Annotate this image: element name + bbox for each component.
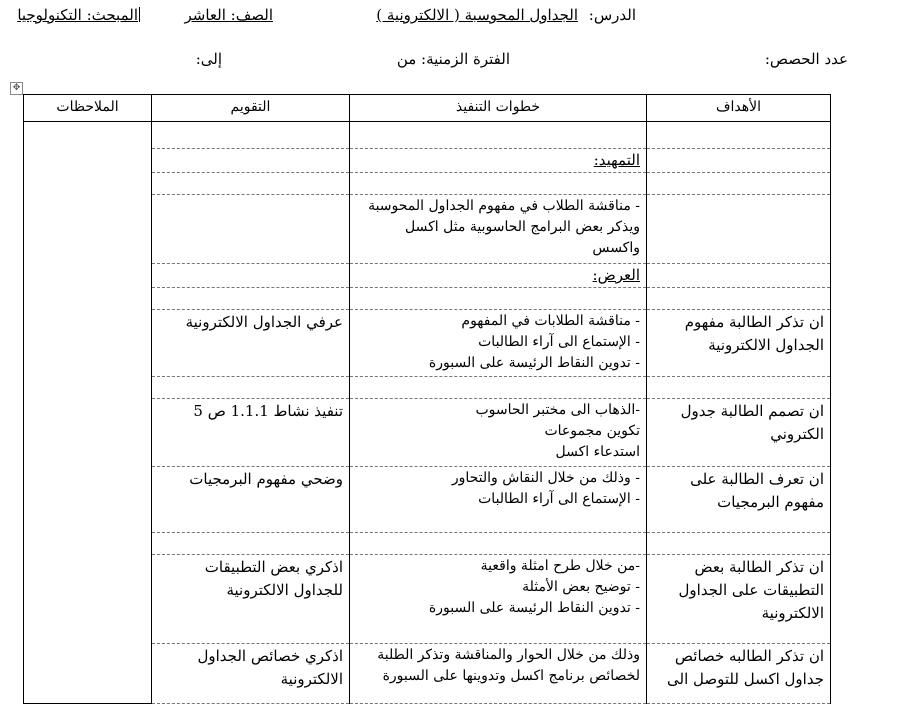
step-line: - مناقشة الطلاب في مفهوم الجداول المحوسبة: [368, 198, 640, 214]
goal-line: ان تصمم الطالبة جدول: [680, 402, 824, 420]
intro-heading: التمهيد:: [593, 151, 640, 169]
step-line: -الذهاب الى مختبر الحاسوب: [475, 402, 640, 418]
steps-cell[interactable]: [350, 264, 647, 288]
evaluation-line: وضحي مفهوم البرمجيات: [189, 470, 343, 488]
goals-cell[interactable]: [647, 149, 831, 173]
step-line: استدعاء اكسل: [555, 444, 640, 460]
lesson-plan-table: [23, 94, 831, 704]
goal-line: جداول اكسل للتوصل الى: [667, 670, 824, 688]
step-line: - تدوين النقاط الرئيسة على السبورة: [428, 600, 640, 616]
goals-cell[interactable]: [647, 173, 831, 195]
step-line: - مناقشة الطلابات في المفهوم: [461, 313, 640, 329]
evaluation-line: اذكري بعض التطبيقات: [204, 558, 343, 576]
evaluation-line: تنفيذ نشاط 1.1.1 ص 5: [193, 402, 343, 420]
evaluation-cell[interactable]: [152, 399, 350, 467]
table-row: [24, 122, 831, 149]
table-header-row: [24, 95, 831, 122]
steps-cell[interactable]: [350, 467, 647, 533]
steps-cell[interactable]: [350, 555, 647, 644]
evaluation-cell[interactable]: [152, 644, 350, 704]
step-line: - تدوين النقاط الرئيسة على السبورة: [428, 355, 640, 371]
goal-line: ان تذكر الطالبة بعض: [694, 558, 824, 576]
evaluation-cell[interactable]: [152, 149, 350, 173]
lesson-label: الدرس:: [588, 6, 636, 24]
evaluation-line: اذكري خصائص الجداول: [197, 647, 343, 665]
presentation-heading: العرض:: [592, 266, 640, 284]
steps-cell[interactable]: [350, 195, 647, 264]
step-line: - توضيح بعض الأمثلة: [522, 579, 640, 595]
step-line: لخصائص برنامج اكسل وتدوينها على السبورة: [382, 668, 640, 684]
text-cursor: [139, 7, 140, 22]
steps-cell[interactable]: [350, 399, 647, 467]
header-goals: الأهداف: [647, 95, 831, 122]
sessions-label: عدد الحصص:: [764, 50, 848, 68]
evaluation-cell[interactable]: [152, 195, 350, 264]
steps-cell[interactable]: [350, 122, 647, 149]
to-label: إلى:: [195, 50, 222, 68]
step-line: وذلك من خلال الحوار والمناقشة وتذكر الطلبة: [377, 647, 640, 663]
steps-cell[interactable]: [350, 377, 647, 399]
goals-cell[interactable]: [647, 399, 831, 467]
goals-cell[interactable]: [647, 288, 831, 310]
goal-line: الكتروني: [770, 425, 824, 443]
goals-cell[interactable]: [647, 467, 831, 533]
header-steps: خطوات التنفيذ: [350, 95, 647, 122]
goal-line: ان تذكر الطالبة مفهوم: [684, 313, 824, 331]
steps-cell[interactable]: [350, 644, 647, 704]
steps-cell[interactable]: [350, 533, 647, 555]
step-line: - الإستماع الى آراء الطالبات: [478, 334, 640, 350]
grade-label: الصف: العاشر: [184, 6, 273, 24]
evaluation-cell[interactable]: [152, 122, 350, 149]
goals-cell[interactable]: [647, 555, 831, 644]
goal-line: التطبيقات على الجداول: [678, 581, 824, 599]
steps-cell[interactable]: [350, 149, 647, 173]
notes-cell[interactable]: [24, 122, 152, 704]
goals-cell[interactable]: [647, 310, 831, 377]
goals-cell[interactable]: [647, 195, 831, 264]
step-line: تكوين مجموعات: [544, 423, 640, 439]
steps-cell[interactable]: [350, 310, 647, 377]
step-line: واكسس: [592, 240, 640, 256]
evaluation-line: عرفي الجداول الالكترونية: [185, 313, 343, 331]
evaluation-cell[interactable]: [152, 467, 350, 533]
evaluation-line: الالكترونية: [280, 670, 343, 688]
step-line: - الإستماع الى آراء الطالبات: [478, 491, 640, 507]
evaluation-cell[interactable]: [152, 310, 350, 377]
steps-cell[interactable]: [350, 288, 647, 310]
evaluation-cell[interactable]: [152, 288, 350, 310]
evaluation-cell[interactable]: [152, 173, 350, 195]
period-label: الفترة الزمنية: من: [396, 50, 510, 68]
subject-label[interactable]: المبحث: التكنولوجيا: [17, 6, 138, 24]
steps-cell[interactable]: [350, 173, 647, 195]
goals-cell[interactable]: [647, 264, 831, 288]
goal-line: الالكترونية: [761, 604, 824, 622]
goals-cell[interactable]: [647, 377, 831, 399]
goals-cell[interactable]: [647, 644, 831, 704]
evaluation-line: للجداول الالكترونية: [226, 581, 343, 599]
evaluation-cell[interactable]: [152, 555, 350, 644]
goal-line: الجداول الالكترونية: [708, 336, 824, 354]
evaluation-cell[interactable]: [152, 264, 350, 288]
step-line: -من خلال طرح امثلة واقعية: [480, 558, 640, 574]
evaluation-cell[interactable]: [152, 533, 350, 555]
header-evaluation: التقويم: [152, 95, 350, 122]
step-line: - وذلك من خلال النقاش والتحاور: [451, 470, 640, 486]
goal-line: ان تذكر الطالبه خصائص: [674, 647, 824, 665]
goals-cell[interactable]: [647, 122, 831, 149]
table-move-handle-icon[interactable]: ✥: [10, 82, 23, 95]
lesson-title: الجداول المحوسبة ( الالكترونية ): [376, 6, 578, 24]
header-notes: الملاحظات: [24, 95, 152, 122]
evaluation-cell[interactable]: [152, 377, 350, 399]
goals-cell[interactable]: [647, 533, 831, 555]
step-line: ويذكر بعض البرامج الحاسوبية مثل اكسل: [405, 219, 640, 235]
goal-line: ان تعرف الطالبة على: [690, 470, 824, 488]
goal-line: مفهوم البرمجيات: [717, 493, 824, 511]
